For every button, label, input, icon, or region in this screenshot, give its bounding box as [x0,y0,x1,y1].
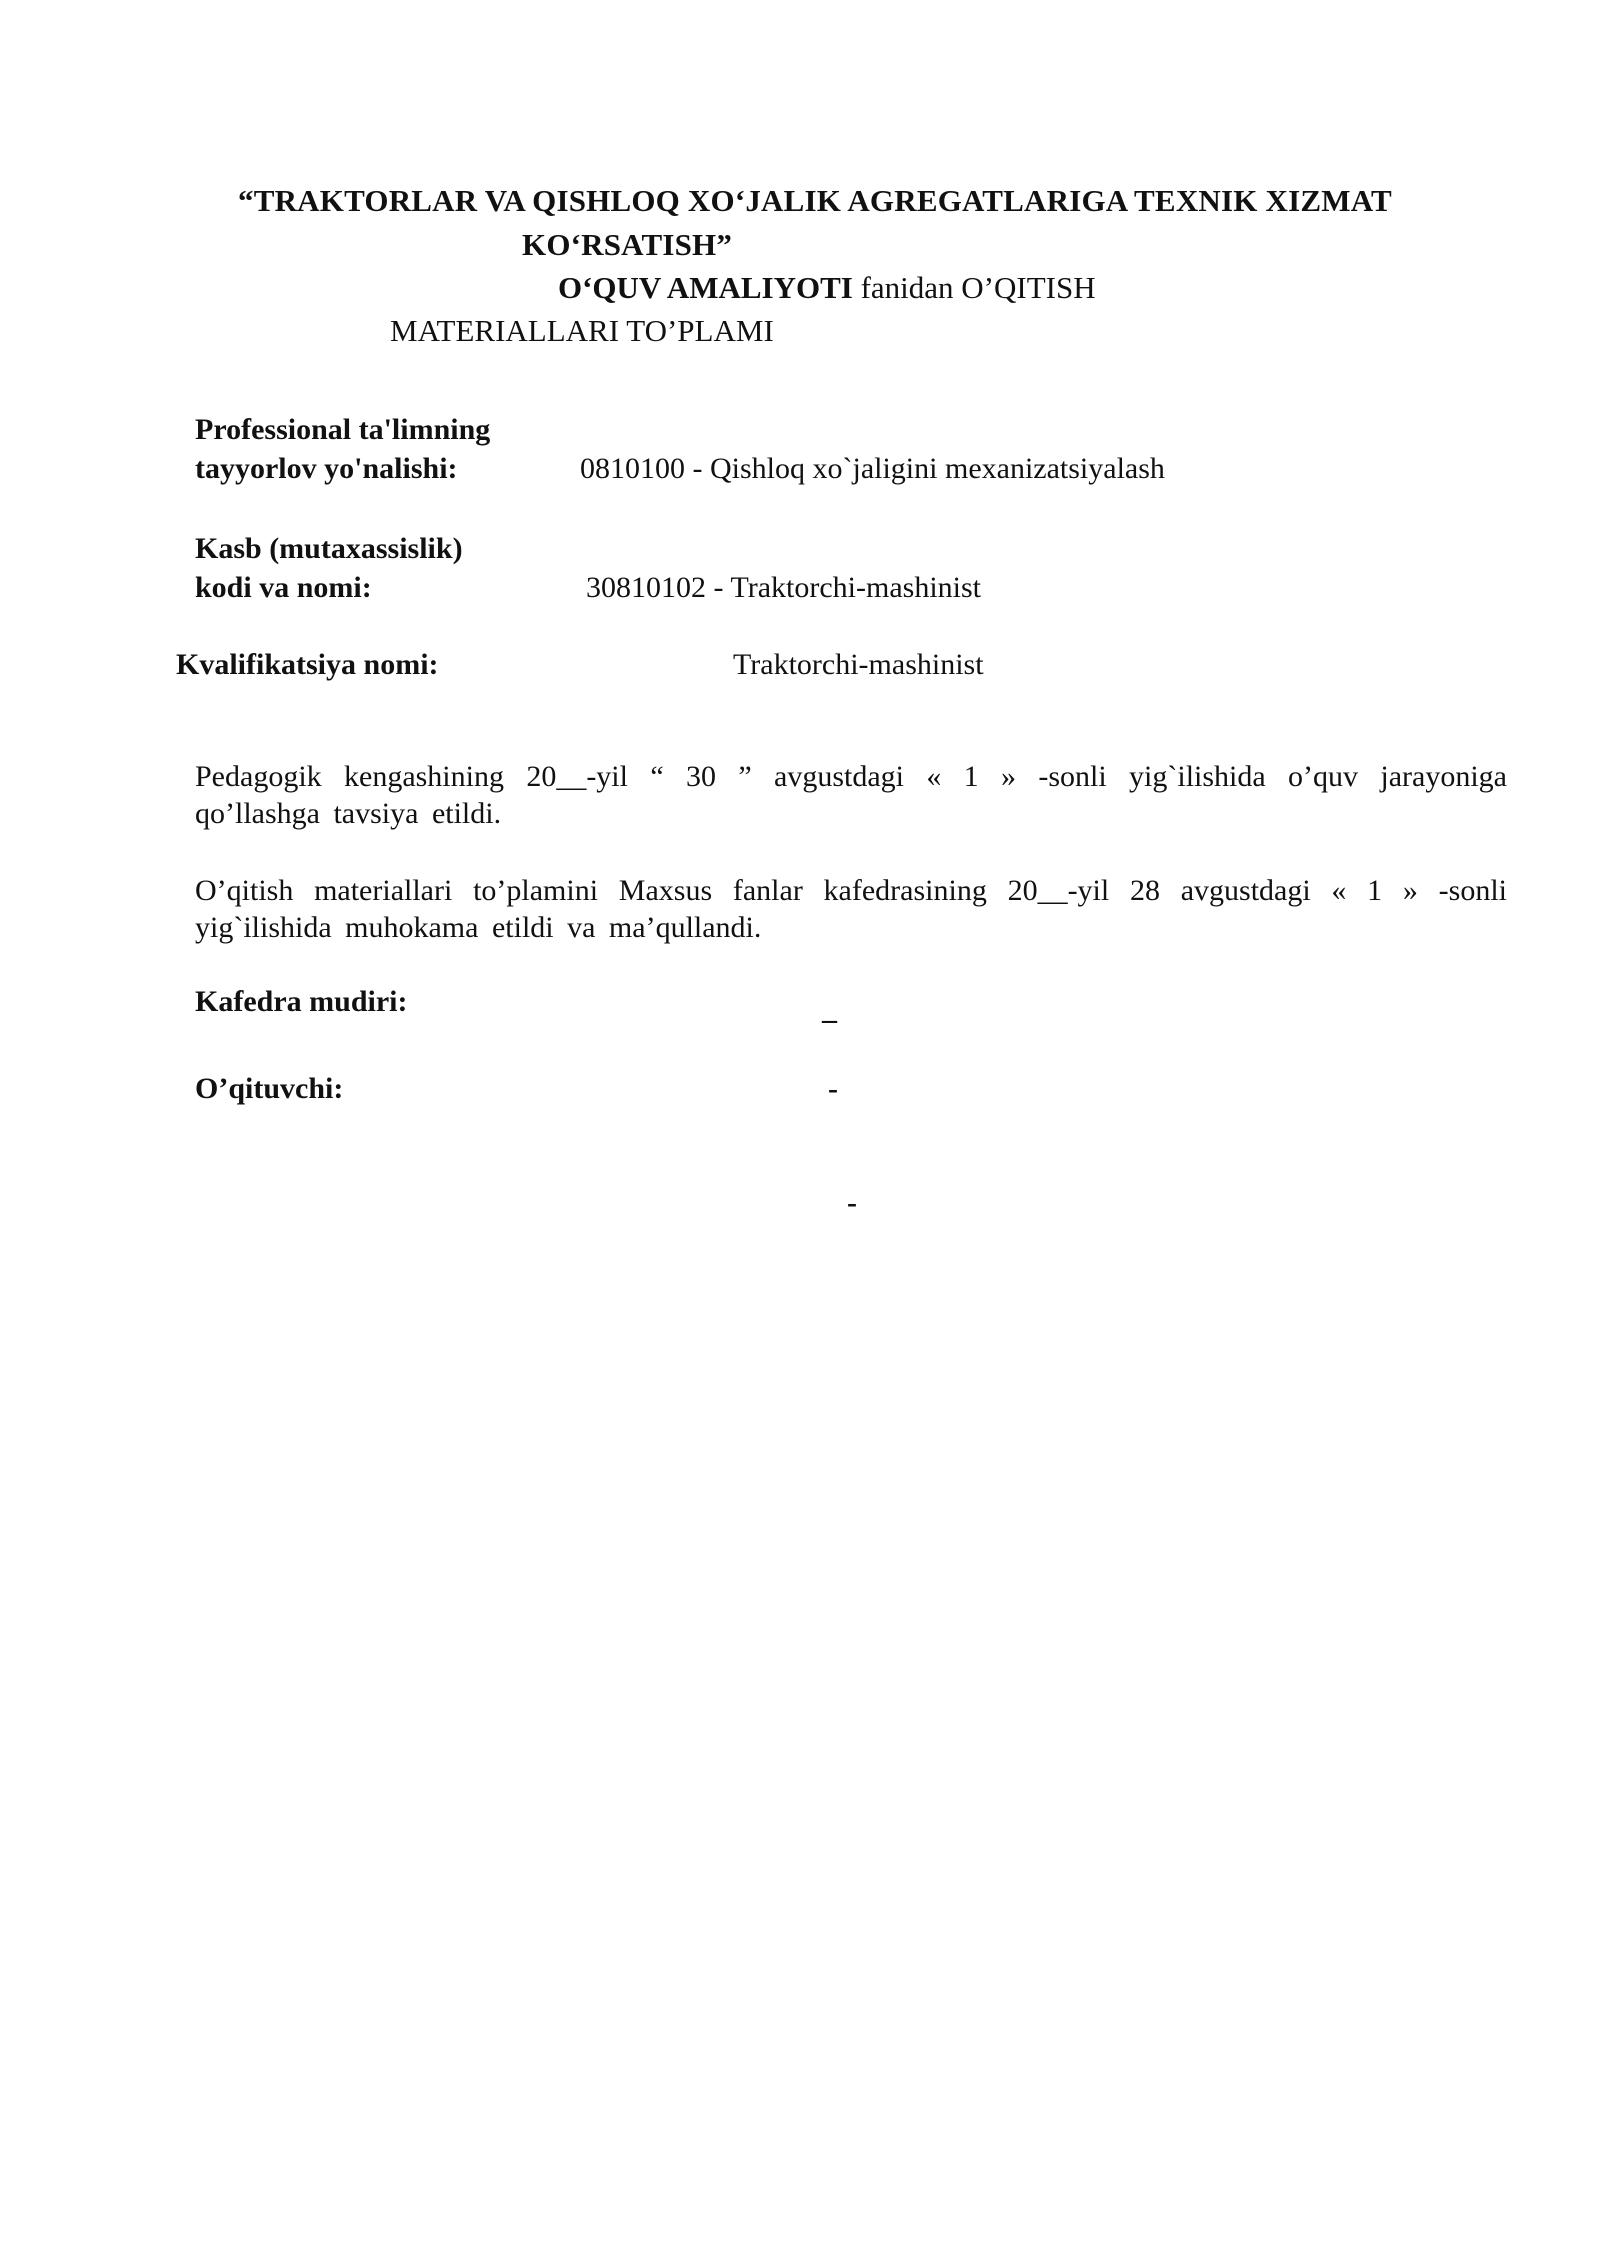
council-paragraph: Pedagogik kengashining 20__-yil “ 30 ” avgustdagi « 1 » -sonli yig`ilishida o’quv jarayoniga qo’llashga tavsiya etildi. [195,760,1507,830]
bottom-dash-mark: - [847,1186,857,1219]
teacher-signature-line: - [828,1072,838,1105]
profession-label-line2: kodi va nomi: [195,571,372,604]
profession-label-line1: Kasb (mutaxassislik) [195,532,463,565]
qualification-value: Traktorchi-mashinist [733,648,984,681]
title-line-2: KO‘RSATISH” [522,227,733,262]
subject-line [558,270,1096,306]
direction-value: 0810100 - Qishloq xo`jaligini mexanizatsiyalash [580,452,1165,485]
profession-value: 30810102 - Traktorchi-mashinist [586,571,981,604]
direction-label-line1: Professional ta'limning [195,413,491,446]
teacher-label: O’qituvchi: [195,1072,344,1105]
direction-label-line2: tayyorlov yo'nalishi: [195,452,458,485]
qualification-label: Kvalifikatsiya nomi: [176,648,439,681]
head-of-department-label: Kafedra mudiri: [195,985,408,1018]
subject-name: O‘QUV AMALIYOTI [558,270,853,305]
department-paragraph: O’qitish materiallari to’plamini Maxsus fanlar kafedrasining 20__-yil 28 avgustdagi « 1 » -sonli yig`ilishida muhokama etildi va ma’qullandi. [195,874,1507,944]
subject-suffix: fanidan O’QITISH [852,270,1096,305]
materials-title: MATERIALLARI TO’PLAMI [390,313,774,348]
title-line-1: “TRAKTORLAR VA QISHLOQ XO‘JALIK AGREGATLARIGA TEXNIK XIZMAT [238,183,1392,218]
head-signature-line: _ [822,993,837,1026]
